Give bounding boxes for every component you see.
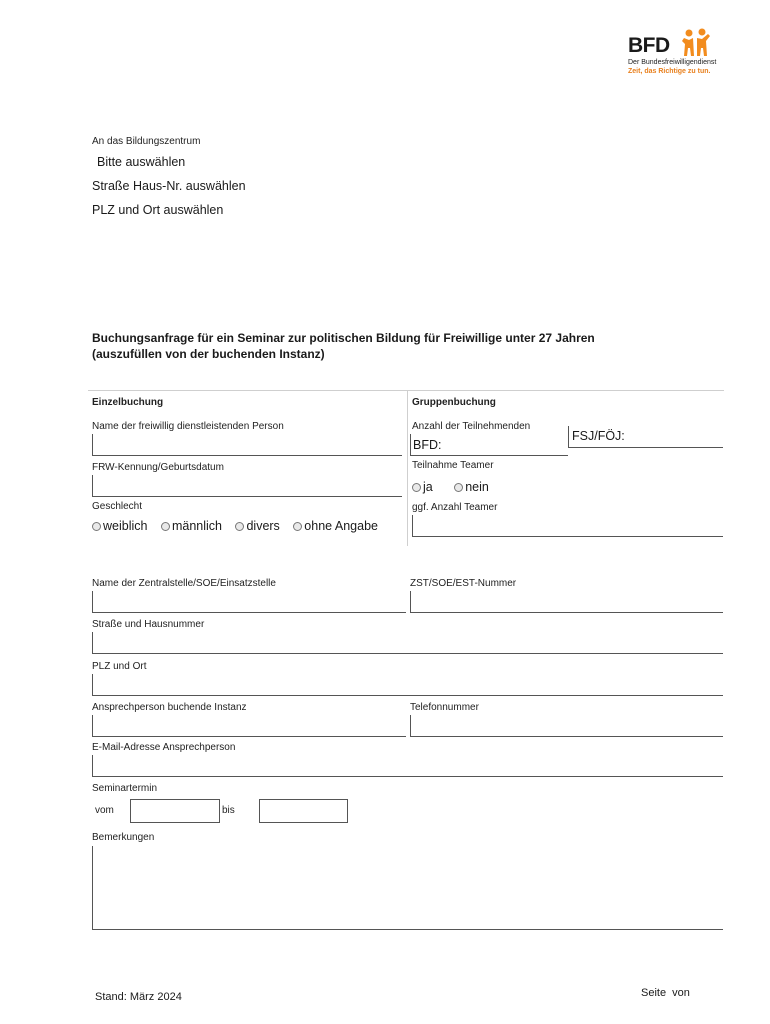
logo-tagline-2: Zeit, das Richtige zu tun. [628,68,711,75]
table-divider [407,390,408,546]
phone-field[interactable] [410,715,723,737]
stand-date: Stand: März 2024 [95,991,182,1003]
org-name-field[interactable] [92,591,406,613]
remarks-label: Bemerkungen [92,832,155,843]
gender-option-divers[interactable]: divers [235,519,279,533]
radio-icon [235,522,244,531]
logo-brand: BFD [628,34,670,57]
people-icon [680,28,712,58]
phone-label: Telefonnummer [410,702,479,713]
street-select[interactable]: Straße Haus-Nr. auswählen [92,179,246,193]
gender-option-maennlich[interactable]: männlich [161,519,222,533]
city-select[interactable]: PLZ und Ort auswählen [92,203,224,217]
teamer-label: Teilnahme Teamer [412,460,494,471]
date-from-field[interactable] [130,799,220,823]
email-label: E-Mail-Adresse Ansprechperson [92,742,236,753]
teamer-count-field[interactable] [412,515,723,537]
person-name-field[interactable] [92,434,402,456]
center-select[interactable]: Bitte auswählen [97,155,186,169]
gender-radio-group [92,519,388,533]
radio-icon [454,483,463,492]
org-number-label: ZST/SOE/EST-Nummer [410,578,517,589]
group-heading: Gruppenbuchung [412,397,496,408]
teamer-radio-group [412,480,499,494]
org-name-label: Name der Zentralstelle/SOE/Einsatzstelle [92,578,276,589]
contact-label: Ansprechperson buchende Instanz [92,702,247,713]
frw-field[interactable] [92,475,402,497]
page-number: Seite von [641,987,690,999]
gender-option-weiblich[interactable]: weiblich [92,519,147,533]
date-to-field[interactable] [259,799,348,823]
from-label: vom [95,805,114,816]
logo [628,28,738,80]
logo-tagline-1: Der Bundesfreiwilligendienst [628,59,717,66]
teamer-count-label: ggf. Anzahl Teamer [412,502,498,513]
radio-icon [161,522,170,531]
page-title: Buchungsanfrage für ein Seminar zur politischen Bildung für Freiwillige unter 27 Jahren [92,331,595,345]
contact-field[interactable] [92,715,406,737]
to-label: bis [222,805,235,816]
page-subtitle: (auszufüllen von der buchenden Instanz) [92,347,325,361]
org-street-field[interactable] [92,632,723,654]
bfd-label: BFD: [413,438,442,452]
frw-label: FRW-Kennung/Geburtsdatum [92,462,224,473]
table-top-border [88,390,724,391]
seminar-date-label: Seminartermin [92,783,158,794]
radio-icon [293,522,302,531]
recipient-label: An das Bildungszentrum [92,136,201,147]
individual-heading: Einzelbuchung [92,397,164,408]
person-name-label: Name der freiwillig dienstleistenden Person [92,421,284,432]
gender-label: Geschlecht [92,501,143,512]
org-city-field[interactable] [92,674,723,696]
fsj-label: FSJ/FÖJ: [572,429,625,443]
radio-icon [92,522,101,531]
org-city-label: PLZ und Ort [92,661,147,672]
org-number-field[interactable] [410,591,723,613]
radio-icon [412,483,421,492]
email-field[interactable] [92,755,723,777]
org-street-label: Straße und Hausnummer [92,619,205,630]
remarks-field[interactable] [92,846,723,930]
participants-label: Anzahl der Teilnehmenden [412,421,531,432]
teamer-option-nein[interactable]: nein [454,480,489,494]
teamer-option-ja[interactable]: ja [412,480,433,494]
gender-option-ohne-angabe[interactable]: ohne Angabe [293,519,378,533]
